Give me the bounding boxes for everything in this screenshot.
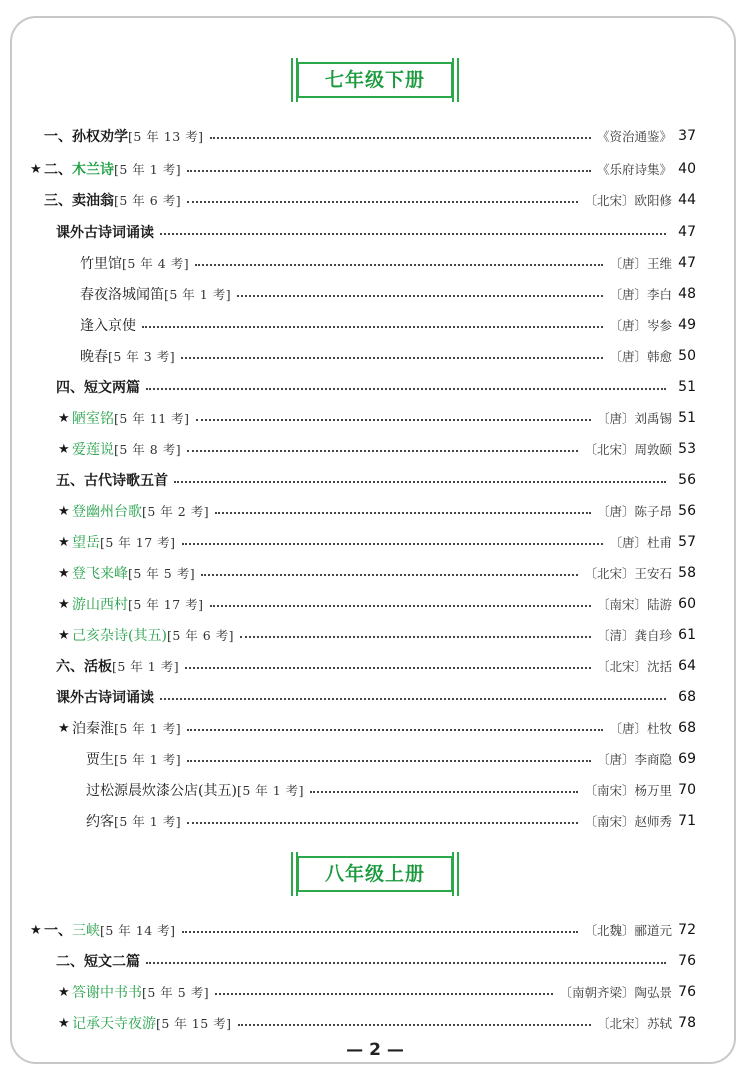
page-number: 37: [678, 128, 696, 144]
dot-leader: [187, 170, 591, 172]
star-icon: ★: [58, 1015, 70, 1031]
star-icon: ★: [58, 720, 70, 736]
dot-leader: [182, 543, 604, 545]
exam-frequency: [5 年 1 考]: [114, 752, 182, 767]
page-number: 70: [678, 782, 696, 798]
exam-frequency: [5 年 3 考]: [108, 349, 176, 364]
exam-frequency: [5 年 1 考]: [114, 721, 182, 736]
dot-leader: [240, 636, 591, 638]
toc-entry[interactable]: [58, 561, 696, 585]
page-number: 47: [678, 224, 696, 240]
toc-entry[interactable]: [80, 251, 696, 275]
toc-entry[interactable]: [58, 530, 696, 554]
exam-frequency: [5 年 17 考]: [128, 597, 204, 612]
dot-leader: [142, 326, 603, 328]
page-number: 56: [678, 472, 696, 488]
dot-leader: [181, 357, 603, 359]
toc-entry-title: [44, 190, 114, 210]
toc-entry-name: 课外古诗词诵读: [56, 690, 154, 706]
toc-entry[interactable]: [56, 654, 696, 678]
toc-entry-title: [72, 501, 142, 521]
page-number: 60: [678, 596, 696, 612]
toc-entry[interactable]: [86, 809, 696, 833]
toc-entry-number: 四、: [56, 380, 84, 396]
section-title: 七年级下册: [297, 62, 453, 98]
toc-entry-title: [86, 780, 237, 800]
dot-leader: [196, 419, 591, 421]
toc-entry[interactable]: [56, 375, 696, 399]
page-number: 68: [678, 720, 696, 736]
page-number: 51: [678, 379, 696, 395]
dot-leader: [195, 264, 603, 266]
author-source: 〔南宋〕陆游: [596, 597, 672, 612]
exam-frequency: [5 年 13 考]: [128, 129, 204, 144]
author-source: 〔唐〕岑参: [609, 318, 672, 333]
dot-leader: [187, 729, 603, 731]
exam-frequency: [5 年 1 考]: [236, 783, 305, 798]
toc-entry-name: 爱莲说: [72, 442, 114, 458]
toc-entry-name: 约客: [86, 814, 114, 830]
toc-entry-title: [80, 315, 136, 335]
star-icon: ★: [58, 565, 70, 581]
dot-leader: [160, 233, 666, 235]
toc-entry[interactable]: [56, 220, 696, 244]
page-number: 78: [678, 1015, 696, 1031]
toc-entry-title: [72, 594, 128, 614]
author-source: 〔北宋〕王安石: [584, 566, 672, 581]
star-icon: ★: [58, 984, 70, 1000]
toc-entry-number: 一、: [44, 923, 72, 939]
author-source: 〔南宋〕杨万里: [584, 783, 672, 798]
exam-frequency: [5 年 15 考]: [156, 1016, 232, 1031]
page-number: 47: [678, 255, 696, 271]
toc-entry-title: [44, 126, 128, 146]
star-icon: ★: [58, 441, 70, 457]
author-source: 〔北魏〕郦道元: [584, 923, 672, 938]
dot-leader: [187, 760, 591, 762]
toc-entry-title: [72, 439, 114, 459]
toc-entry-name: 逢入京使: [80, 318, 136, 334]
dot-leader: [215, 512, 591, 514]
toc-entry-title: [44, 159, 114, 179]
author-source: 〔唐〕李白: [609, 287, 672, 302]
page-number: 50: [678, 348, 696, 364]
toc-entry[interactable]: [58, 980, 696, 1004]
toc-entry-title: [80, 253, 122, 273]
dot-leader: [146, 388, 666, 390]
toc-entry-title: [72, 718, 114, 738]
toc-entry-title: [86, 749, 114, 769]
toc-entry-title: [86, 811, 114, 831]
toc-entry[interactable]: [58, 1011, 696, 1035]
section-header-grade7-vol2: [0, 62, 750, 98]
toc-entry[interactable]: [58, 592, 696, 616]
toc-entry-number: 二、: [56, 954, 84, 970]
author-source: 〔唐〕刘禹锡: [596, 411, 672, 426]
toc-entry[interactable]: [86, 747, 696, 771]
toc-entry-name: 木兰诗: [72, 162, 114, 178]
author-source: 〔北宋〕欧阳修: [584, 193, 672, 208]
exam-frequency: [5 年 1 考]: [112, 659, 180, 674]
toc-entry-title: [72, 625, 167, 645]
toc-entry-name: 答谢中书书: [72, 985, 142, 1001]
dot-leader: [238, 1024, 591, 1026]
dot-leader: [187, 201, 578, 203]
dot-leader: [187, 822, 578, 824]
author-source: 〔唐〕李商隐: [596, 752, 672, 767]
star-icon: ★: [58, 596, 70, 612]
exam-frequency: [5 年 6 考]: [166, 628, 235, 643]
toc-entry[interactable]: [44, 124, 696, 148]
dot-leader: [215, 993, 553, 995]
toc-entry-title: [56, 470, 168, 490]
toc-entry-name: 登飞来峰: [72, 566, 128, 582]
page-number: 56: [678, 503, 696, 519]
author-source: 〔唐〕韩愈: [609, 349, 672, 364]
toc-entry[interactable]: [58, 499, 696, 523]
toc-entry[interactable]: [80, 282, 696, 306]
dot-leader: [146, 962, 666, 964]
author-source: 〔唐〕杜牧: [609, 721, 672, 736]
exam-frequency: [5 年 17 考]: [100, 535, 176, 550]
exam-frequency: [5 年 6 考]: [114, 193, 182, 208]
toc-entry-number: 六、: [56, 659, 84, 675]
author-source: 〔北宋〕周敦颐: [584, 442, 672, 457]
page-number: 51: [678, 410, 696, 426]
toc-entry-title: [72, 532, 100, 552]
author-source: 〔唐〕王维: [609, 256, 672, 271]
toc-entry-name: 记承天寺夜游: [72, 1016, 156, 1032]
toc-entry-name: 晚春: [80, 349, 108, 365]
toc-entry-name: 陋室铭: [72, 411, 114, 427]
toc-entry-title: [80, 346, 108, 366]
toc-entry[interactable]: [30, 157, 696, 181]
toc-entry-title: [56, 377, 140, 397]
toc-entry-title: [44, 920, 100, 940]
page-number: 72: [678, 922, 696, 938]
dot-leader: [185, 667, 591, 669]
star-icon: ★: [58, 503, 70, 519]
dot-leader: [310, 791, 578, 793]
page-number: 64: [678, 658, 696, 674]
page-number: 76: [678, 984, 696, 1000]
exam-frequency: [5 年 11 考]: [114, 411, 190, 426]
dot-leader: [182, 931, 579, 933]
toc-entry[interactable]: [56, 949, 696, 973]
toc-entry-number: 一、: [44, 129, 72, 145]
page-number: 68: [678, 689, 696, 705]
toc-entry-name: 孙权劝学: [72, 129, 128, 145]
star-icon: ★: [30, 161, 42, 177]
exam-frequency: [5 年 1 考]: [164, 287, 232, 302]
toc-entry-name: 游山西村: [72, 597, 128, 613]
section-header-grade8-vol1: [0, 856, 750, 892]
toc-entry-name: 竹里馆: [80, 256, 122, 272]
star-icon: ★: [58, 410, 70, 426]
author-source: 〔南朝齐梁〕陶弘景: [559, 985, 672, 1000]
toc-entry-name: 过松源晨炊漆公店(其五): [86, 783, 237, 799]
exam-frequency: [5 年 4 考]: [122, 256, 190, 271]
page-number: 58: [678, 565, 696, 581]
toc-entry[interactable]: [86, 778, 696, 802]
toc-entry-name: 卖油翁: [72, 193, 114, 209]
dot-leader: [210, 605, 591, 607]
toc-entry-name: 登幽州台歌: [72, 504, 142, 520]
toc-entry-name: 课外古诗词诵读: [56, 225, 154, 241]
toc-entry[interactable]: [56, 468, 696, 492]
page-number: 57: [678, 534, 696, 550]
author-source: 《乐府诗集》: [596, 162, 672, 177]
toc-entry-name: 短文两篇: [84, 380, 140, 396]
author-source: 〔南宋〕赵师秀: [584, 814, 672, 829]
toc-entry-title: [80, 284, 164, 304]
toc-entry[interactable]: [80, 313, 696, 337]
page-number: 49: [678, 317, 696, 333]
toc-entry[interactable]: [58, 406, 696, 430]
toc-entry[interactable]: [30, 918, 696, 942]
page-number: 44: [678, 192, 696, 208]
toc-entry-name: 贾生: [86, 752, 114, 768]
toc-entry-title: [56, 687, 154, 707]
author-source: 〔唐〕陈子昂: [596, 504, 672, 519]
author-source: 〔清〕龚自珍: [596, 628, 672, 643]
page-number: 53: [678, 441, 696, 457]
page-number: 40: [678, 161, 696, 177]
toc-entry-title: [72, 982, 142, 1002]
toc-entry-name: 短文二篇: [84, 954, 140, 970]
toc-entry-title: [72, 408, 114, 428]
toc-entry[interactable]: [56, 685, 696, 709]
exam-frequency: [5 年 5 考]: [142, 985, 210, 1000]
toc-entry-name: 己亥杂诗(其五): [72, 628, 167, 644]
toc-entry-name: 春夜洛城闻笛: [80, 287, 164, 303]
dot-leader: [210, 137, 591, 139]
dot-leader: [174, 481, 666, 483]
author-source: 〔北宋〕沈括: [596, 659, 672, 674]
exam-frequency: [5 年 1 考]: [114, 814, 182, 829]
toc-entry-title: [56, 222, 154, 242]
dot-leader: [187, 450, 578, 452]
toc-entry[interactable]: [80, 344, 696, 368]
toc-entry-number: 五、: [56, 473, 84, 489]
page-number: 76: [678, 953, 696, 969]
toc-entry[interactable]: [44, 188, 696, 212]
toc-entry-title: [72, 1013, 156, 1033]
page-number: 48: [678, 286, 696, 302]
exam-frequency: [5 年 2 考]: [142, 504, 210, 519]
section-title: 八年级上册: [297, 856, 453, 892]
author-source: 〔唐〕杜甫: [609, 535, 672, 550]
toc-entry-name: 望岳: [72, 535, 100, 551]
star-icon: ★: [30, 922, 42, 938]
toc-entry-number: 二、: [44, 162, 72, 178]
page-number-footer: — 2 —: [346, 1040, 404, 1060]
dot-leader: [237, 295, 603, 297]
toc-entry[interactable]: [58, 623, 696, 647]
author-source: 《资治通鉴》: [596, 129, 672, 144]
toc-entry[interactable]: [58, 437, 696, 461]
toc-entry-name: 古代诗歌五首: [84, 473, 168, 489]
exam-frequency: [5 年 5 考]: [128, 566, 196, 581]
star-icon: ★: [58, 627, 70, 643]
toc-entry-name: 活板: [84, 659, 112, 675]
exam-frequency: [5 年 1 考]: [114, 162, 182, 177]
page-number: 71: [678, 813, 696, 829]
toc-entry-number: 三、: [44, 193, 72, 209]
toc-entry-title: [72, 563, 128, 583]
page-number: 69: [678, 751, 696, 767]
dot-leader: [160, 698, 666, 700]
toc-entry-title: [56, 951, 140, 971]
toc-entry-title: [56, 656, 112, 676]
exam-frequency: [5 年 8 考]: [114, 442, 182, 457]
page-number: 61: [678, 627, 696, 643]
star-icon: ★: [58, 534, 70, 550]
toc-entry-name: 泊秦淮: [72, 721, 114, 737]
exam-frequency: [5 年 14 考]: [100, 923, 176, 938]
dot-leader: [201, 574, 578, 576]
toc-entry-name: 三峡: [72, 923, 100, 939]
author-source: 〔北宋〕苏轼: [596, 1016, 672, 1031]
toc-entry[interactable]: [58, 716, 696, 740]
